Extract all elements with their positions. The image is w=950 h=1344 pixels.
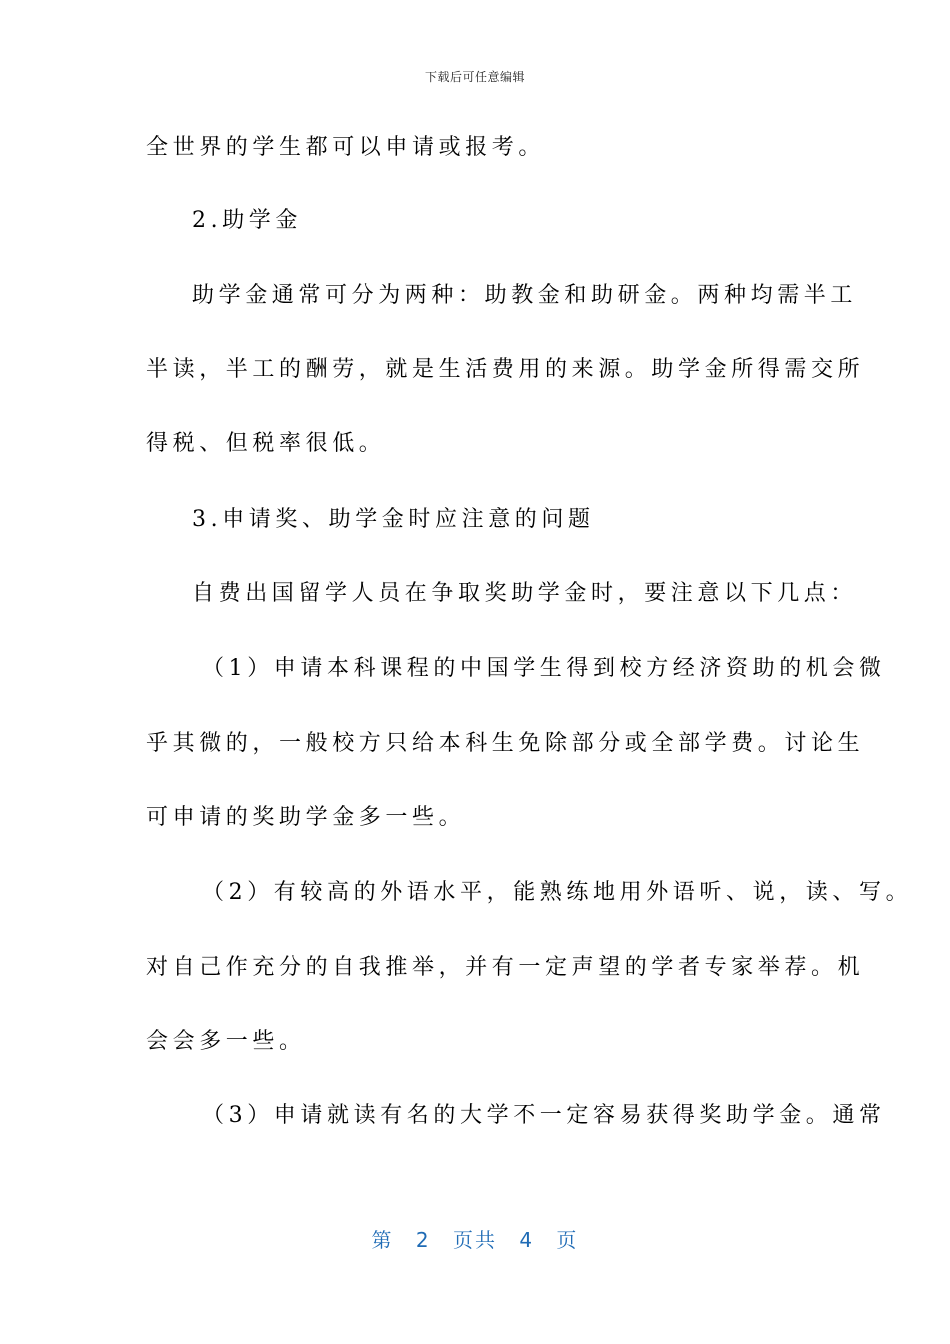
page-header-note: 下载后可任意编辑 — [424, 70, 525, 84]
body-line-4: 半读，半工的酬劳，就是生活费用的来源。助学金所得需交所 — [146, 357, 865, 382]
body-line-5: 得税、但税率很低。 — [146, 431, 386, 456]
list-item-1-line-1: （1）申请本科课程的中国学生得到校方经济资助的机会微 — [202, 656, 886, 681]
body-line-3: 助学金通常可分为两种：助教金和助研金。两种均需半工 — [192, 283, 858, 308]
list-item-2-line-3: 会会多一些。 — [146, 1029, 306, 1054]
list-item-3-line-1: （3）申请就读有名的大学不一定容易获得奖助学金。通常 — [202, 1103, 886, 1128]
list-item-2-line-2: 对自己作充分的自我推举，并有一定声望的学者专家举荐。机 — [146, 955, 865, 980]
list-item-1-line-3: 可申请的奖助学金多一些。 — [146, 805, 466, 830]
page-number-footer: 第 2 页共 4 页 — [371, 1228, 579, 1252]
section-heading-application-notes: 3.申请奖、助学金时应注意的问题 — [192, 507, 595, 532]
section-heading-grants: 2.助学金 — [192, 208, 302, 233]
body-line-1: 全世界的学生都可以申请或报考。 — [146, 135, 546, 160]
list-item-2-line-1: （2）有较高的外语水平，能熟练地用外语听、说，读、写。 — [202, 880, 913, 905]
list-item-1-line-2: 乎其微的，一般校方只给本科生免除部分或全部学费。讨论生 — [146, 731, 865, 756]
body-line-7: 自费出国留学人员在争取奖助学金时，要注意以下几点： — [192, 581, 858, 606]
